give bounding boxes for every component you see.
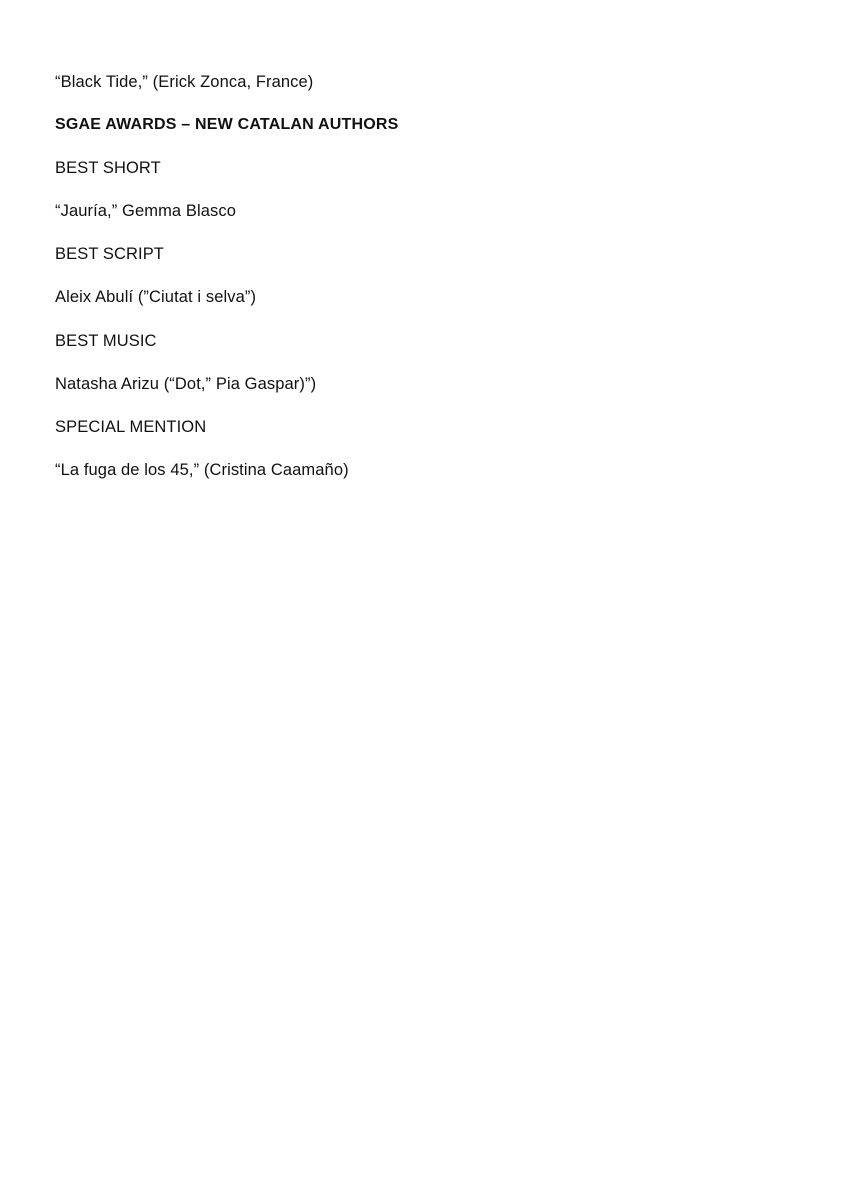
category-best-music: BEST MUSIC <box>55 332 157 350</box>
section-heading-sgae-awards: SGAE AWARDS – NEW CATALAN AUTHORS <box>55 116 399 133</box>
category-best-short: BEST SHORT <box>55 159 161 177</box>
category-best-script: BEST SCRIPT <box>55 245 164 263</box>
award-entry-black-tide: “Black Tide,” (Erick Zonca, France) <box>55 73 314 91</box>
award-entry-special-mention: “La fuga de los 45,” (Cristina Caamaño) <box>55 461 349 479</box>
award-entry-best-script: Aleix Abulí (”Ciutat i selva”) <box>55 288 257 306</box>
award-entry-best-music: Natasha Arizu (“Dot,” Pia Gaspar)”) <box>55 375 317 393</box>
category-special-mention: SPECIAL MENTION <box>55 418 207 436</box>
award-entry-best-short: “Jauría,” Gemma Blasco <box>55 202 237 220</box>
